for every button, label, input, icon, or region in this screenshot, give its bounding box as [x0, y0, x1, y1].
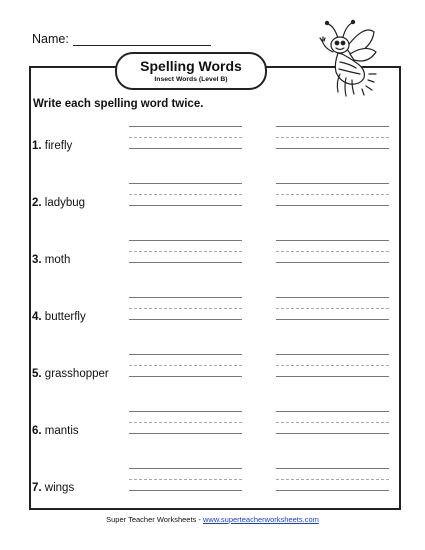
writing-line-2-top[interactable]	[276, 411, 389, 412]
writing-line-2-mid	[276, 479, 389, 480]
writing-line-2-base[interactable]	[276, 148, 389, 149]
writing-line-1-top[interactable]	[129, 297, 242, 298]
instructions: Write each spelling word twice.	[33, 98, 204, 110]
word-label	[32, 139, 72, 153]
firefly-cartoon-icon	[306, 18, 380, 100]
writing-line-1-mid	[129, 194, 242, 195]
writing-line-2-base[interactable]	[276, 490, 389, 491]
writing-line-2-mid	[276, 365, 389, 366]
word-row-5	[0, 350, 425, 390]
word-number: 5.	[32, 368, 42, 380]
writing-line-2-top[interactable]	[276, 240, 389, 241]
word-label	[32, 253, 70, 267]
word-row-2	[0, 179, 425, 219]
writing-line-1-base[interactable]	[129, 205, 242, 206]
writing-line-1-base[interactable]	[129, 262, 242, 263]
word-row-7	[0, 464, 425, 504]
writing-line-2-base[interactable]	[276, 205, 389, 206]
word-label	[32, 367, 109, 381]
writing-line-1-base[interactable]	[129, 433, 242, 434]
writing-line-1-top[interactable]	[129, 468, 242, 469]
writing-line-2-base[interactable]	[276, 376, 389, 377]
word-row-6	[0, 407, 425, 447]
word-number: 2.	[32, 197, 42, 209]
spelling-word: grasshopper	[44, 368, 109, 380]
writing-line-2-mid	[276, 194, 389, 195]
word-row-4	[0, 293, 425, 333]
writing-line-1-base[interactable]	[129, 319, 242, 320]
writing-line-1-top[interactable]	[129, 240, 242, 241]
writing-line-1-base[interactable]	[129, 490, 242, 491]
name-blank[interactable]	[73, 34, 211, 46]
footer-link[interactable]: www.superteacherworksheets.com	[202, 515, 319, 524]
writing-line-1-top[interactable]	[129, 183, 242, 184]
writing-line-2-mid	[276, 137, 389, 138]
spelling-word: butterfly	[44, 311, 86, 323]
writing-line-2-top[interactable]	[276, 468, 389, 469]
writing-line-2-mid	[276, 251, 389, 252]
word-row-1	[0, 122, 425, 162]
writing-line-1-base[interactable]	[129, 148, 242, 149]
writing-line-2-top[interactable]	[276, 183, 389, 184]
writing-line-2-mid	[276, 422, 389, 423]
title-banner	[115, 52, 267, 90]
writing-line-2-top[interactable]	[276, 126, 389, 127]
writing-line-2-base[interactable]	[276, 319, 389, 320]
writing-line-1-base[interactable]	[129, 376, 242, 377]
writing-line-1-mid	[129, 308, 242, 309]
word-label	[32, 424, 79, 438]
writing-line-2-base[interactable]	[276, 262, 389, 263]
spelling-word: firefly	[44, 140, 73, 152]
footer-text: Super Teacher Worksheets -	[106, 515, 203, 524]
spelling-word: ladybug	[44, 197, 86, 209]
writing-line-1-top[interactable]	[129, 126, 242, 127]
name-field	[32, 30, 211, 46]
spelling-word: wings	[44, 482, 75, 494]
writing-line-1-mid	[129, 365, 242, 366]
writing-line-1-mid	[129, 422, 242, 423]
writing-line-1-mid	[129, 137, 242, 138]
word-label	[32, 481, 74, 495]
writing-line-1-top[interactable]	[129, 411, 242, 412]
page-title: Spelling Words	[140, 58, 242, 74]
name-label: Name:	[32, 32, 69, 46]
writing-line-1-top[interactable]	[129, 354, 242, 355]
spelling-word: moth	[44, 254, 71, 266]
spelling-word: mantis	[44, 425, 79, 437]
writing-line-1-mid	[129, 251, 242, 252]
writing-line-2-top[interactable]	[276, 297, 389, 298]
word-number: 3.	[32, 254, 42, 266]
page-footer	[0, 515, 425, 525]
word-label	[32, 196, 85, 210]
word-number: 4.	[32, 311, 42, 323]
word-row-3	[0, 236, 425, 276]
word-number: 7.	[32, 482, 42, 494]
writing-line-2-mid	[276, 308, 389, 309]
writing-line-2-base[interactable]	[276, 433, 389, 434]
writing-line-1-mid	[129, 479, 242, 480]
word-number: 6.	[32, 425, 42, 437]
word-label	[32, 310, 86, 324]
page-subtitle: Insect Words (Level B)	[154, 76, 228, 83]
word-number: 1.	[32, 140, 42, 152]
writing-line-2-top[interactable]	[276, 354, 389, 355]
